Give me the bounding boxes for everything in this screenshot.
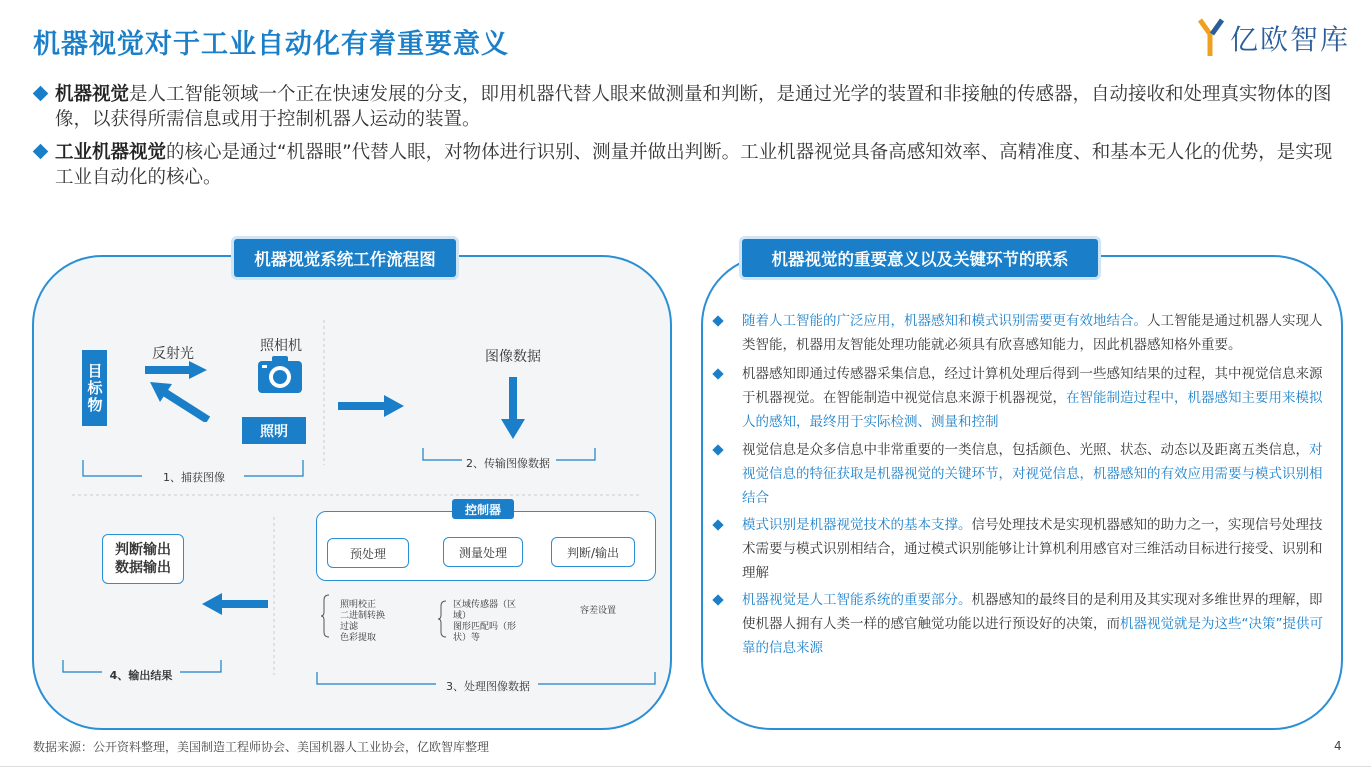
diamond-icon	[33, 86, 49, 102]
item-text: 机器感知的最终目的是利用及其实现对多维世界的理解，即使机器人拥有人类一样的感官触觉功能以进行预设好的决策，而	[742, 592, 1323, 632]
measure-item: 图形匹配吗（形	[453, 622, 517, 632]
reflect-light-label: 反射光	[152, 346, 194, 362]
step3-label: 3、处理图像数据	[446, 680, 530, 693]
data-source: 数据来源：公开资料整理，美国制造工程师协会、美国机器人工业协会，亿欧智库整理	[33, 740, 490, 754]
arrow-down-icon	[501, 377, 525, 439]
intro-bold: 工业机器视觉	[55, 142, 167, 163]
item-text: 视觉信息是众多信息中非常重要的一类信息，包括颜色、光照、状态、动态以及距离五类信息，	[742, 442, 1309, 458]
intro-bullet	[33, 82, 1343, 132]
brace-measure	[438, 600, 448, 638]
item-text: 在智能制造过程中，机器感知主要用来模拟人的感知，最终用于实际检测、测量和控制	[742, 390, 1323, 430]
footer-divider	[0, 766, 1371, 767]
target-object-box: 目标物	[82, 350, 107, 426]
diamond-icon	[712, 444, 723, 455]
arrow-diagonal-icon	[148, 380, 210, 422]
workflow-grid	[32, 255, 672, 730]
item-text: 人工智能是通过机器人实现人类智能，机器用友智能处理功能就必须具有欣喜感知能力，因此机器感知格外重要。	[742, 313, 1323, 353]
arrow-left-icon	[202, 593, 268, 615]
item-text: 机器视觉就是为这些“决策”提供可靠的信息来源	[742, 616, 1323, 656]
item-text: 机器视觉是人工智能系统的重要部分。	[742, 592, 972, 608]
significance-item	[712, 513, 1330, 585]
image-data-label: 图像数据	[485, 349, 541, 365]
item-text: 模式识别是机器视觉技术的基本支撑。	[742, 517, 972, 533]
measure-items	[453, 600, 516, 644]
item-text: 信号处理技术是实现机器感知的助力之一，实现信号处理技术需要与模式识别相结合，通过模式识别能够让计算机利用感官对三维活动目标进行接受、识别和理解	[742, 517, 1323, 581]
pre-items	[340, 600, 385, 644]
significance-item	[712, 309, 1330, 357]
page-title: 机器视觉对于工业自动化有着重要意义	[33, 29, 509, 60]
intro-bold: 机器视觉	[55, 84, 130, 105]
intro-text: 的核心是通过“机器眼”代替人眼，对物体进行识别、测量并做出判断。工业机器视觉具备高感知效率、高精准度、和基本无人化的优势，是实现工业自动化的核心。	[55, 142, 1333, 188]
measure-item: 域）	[453, 611, 472, 621]
significance-item	[712, 362, 1330, 434]
judge-output-label: 判断输出	[115, 542, 171, 558]
camera-icon	[258, 355, 302, 393]
intro-bullets	[33, 82, 1343, 198]
judge-item: 容差设置	[580, 606, 617, 616]
pre-item: 色彩提取	[340, 633, 377, 643]
measure-box: 测量处理	[443, 537, 523, 567]
pre-item: 照明校正	[340, 600, 377, 610]
step2-label: 2、传输图像数据	[466, 457, 550, 470]
logo	[1198, 18, 1350, 58]
diamond-icon	[712, 519, 723, 530]
diamond-icon	[712, 368, 723, 379]
page-number: 4	[1334, 739, 1342, 753]
intro-text: 是人工智能领域一个正在快速发展的分支，即用机器代替人眼来做测量和判断，是通过光学的装置和非接触的传感器，自动接收和处理真实物体的图像，以获得所需信息或用于控制机器人运动的装置。	[55, 84, 1332, 130]
step1-label: 1、捕获图像	[163, 471, 225, 484]
intro-bullet	[33, 140, 1343, 190]
judge-box: 判断/输出	[551, 537, 635, 567]
significance-heading: 机器视觉的重要意义以及关键环节的联系	[742, 239, 1098, 277]
pre-item: 二进制转换	[340, 611, 386, 621]
pre-item: 过滤	[340, 622, 359, 632]
significance-item	[712, 588, 1330, 660]
output-box	[102, 534, 184, 584]
brace-pre	[321, 594, 331, 638]
arrow-right-icon	[338, 395, 404, 417]
preprocess-box: 预处理	[327, 538, 409, 568]
step4-label: 4、输出结果	[109, 669, 173, 682]
workflow-heading: 机器视觉系统工作流程图	[234, 239, 456, 277]
logo-text: 亿欧智库	[1230, 23, 1351, 56]
controller-label: 控制器	[452, 499, 514, 519]
diamond-icon	[33, 144, 49, 160]
measure-item: 区域传感器（区	[453, 600, 517, 610]
logo-icon	[1198, 18, 1224, 58]
lighting-box: 照明	[242, 417, 306, 444]
arrow-right-icon	[145, 361, 207, 379]
camera-label: 照相机	[260, 338, 302, 354]
diamond-icon	[712, 594, 723, 605]
significance-item	[712, 438, 1330, 510]
diamond-icon	[712, 315, 723, 326]
data-output-label: 数据输出	[115, 560, 171, 576]
item-text: 对视觉信息的特征获取是机器视觉的关键环节，对视觉信息，机器感知的有效应用需要与模式识别相结合	[742, 442, 1323, 506]
item-text: 随着人工智能的广泛应用，机器感知和模式识别需要更有效地结合。	[742, 313, 1147, 329]
item-text: 机器感知即通过传感器采集信息，经过计算机处理后得到一些感知结果的过程，其中视觉信息来源于机器视觉。在智能制造中视觉信息来源于机器视觉，	[742, 366, 1323, 406]
measure-item: 状）等	[453, 633, 481, 643]
